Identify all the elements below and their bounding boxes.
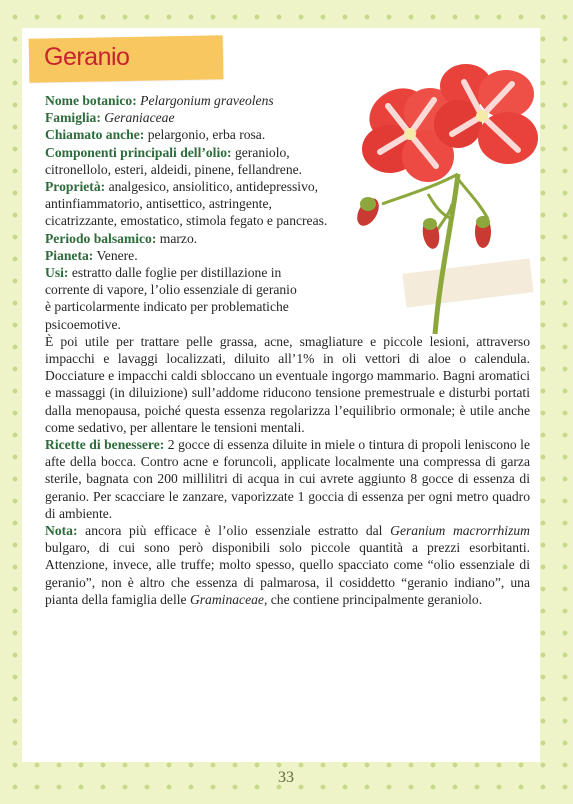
label: Proprietà: (45, 179, 106, 195)
value: Geraniaceae (104, 110, 175, 126)
body-text (45, 92, 530, 608)
entry-periodo-balsamico (45, 230, 530, 247)
label: Nota: (45, 523, 78, 539)
value: 2 gocce di essenza diluite in miele o tintura di propoli leniscono le afte della bocca. Contro acne e foruncoli, applicate localmente una compressa di garza sterile, bagnata con 200 millilitri di acqua in cui avrete aggiunto 8 gocce di essenza di geranio. Per scacciare le zanzare, vaporizzate 1 goccia di essenza per ogni metro quadro di ambiente. (45, 437, 530, 521)
value-part1: ancora più efficace è l’olio essenziale estratto dal (85, 523, 383, 539)
value: analgesico, ansiolitico, antidepressivo, antinfiammatorio, antisettico, astringente, cicatrizzante, emostatico, stimola fegato e pancreas. (45, 179, 328, 229)
page-number: 33 (278, 769, 294, 786)
entry-nota (45, 522, 530, 608)
value: geraniolo, citronellolo, esteri, aldeidi, pinene, fellandrene. (45, 144, 303, 177)
entry-ricette (45, 436, 530, 522)
label: Usi: (45, 265, 69, 281)
value-italic1: Geranium macrorrhizum (390, 523, 530, 539)
value: Venere. (96, 247, 138, 263)
label: Chiamato anche: (45, 127, 145, 143)
label: Ricette di benessere: (45, 437, 165, 453)
entry-famiglia (45, 109, 530, 126)
entry-usi (45, 264, 303, 333)
value: marzo. (159, 230, 198, 246)
entry-proprieta (45, 178, 335, 230)
label: Periodo balsamico: (45, 230, 157, 246)
entry-pianeta (45, 247, 530, 264)
value-part3: , che contiene principalmente geraniolo. (263, 591, 483, 607)
value-italic2: Graminaceae (189, 591, 264, 607)
entry-usi-continued: È poi utile per trattare pelle grassa, acne, smagliature e piccole lesioni, attraverso impacchi e lavaggi localizzati, diluito all’1% in oli vettori di aloe o calendula. Docciature e impacchi caldi sbloccano un eventuale ingorgo mammario. Bagni aromatici e massaggi (in diluizione) sull’addome riducono tensione premestruale e disturbi portati dalla menopausa, poiché questa essenza regolarizza l’equilibrio ormonale; è utile anche come sedativo, per allentare le tensioni mentali. (45, 333, 530, 435)
label: Nome botanico: (45, 93, 137, 108)
entry-nome-botanico (45, 92, 530, 109)
value: estratto dalle foglie per distillazione in corrente di vapore, l’olio essenziale di geranio è particolarmente indicato per problematiche psicoemotive. (45, 265, 297, 332)
label: Famiglia: (45, 110, 101, 126)
label: Pianeta: (45, 247, 94, 263)
value: pelargonio, erba rosa. (147, 127, 266, 143)
entry-componenti (45, 144, 335, 178)
value-part2: bulgaro, di cui sono però disponibili solo piccole quantità a prezzi esorbitanti. Attenzione, invece, alle truffe; molto spesso, quello spacciato come “olio essenziale di geranio”, non è altro che essenza di palmarosa, il cosiddetto “geranio indiano”, una pianta della famiglia delle (45, 540, 530, 607)
label: Componenti principali dell’olio: (45, 144, 232, 160)
value: Pelargonium graveolens (140, 93, 274, 108)
entry-chiamato-anche (45, 126, 530, 143)
page-title: Geranio (44, 43, 130, 71)
